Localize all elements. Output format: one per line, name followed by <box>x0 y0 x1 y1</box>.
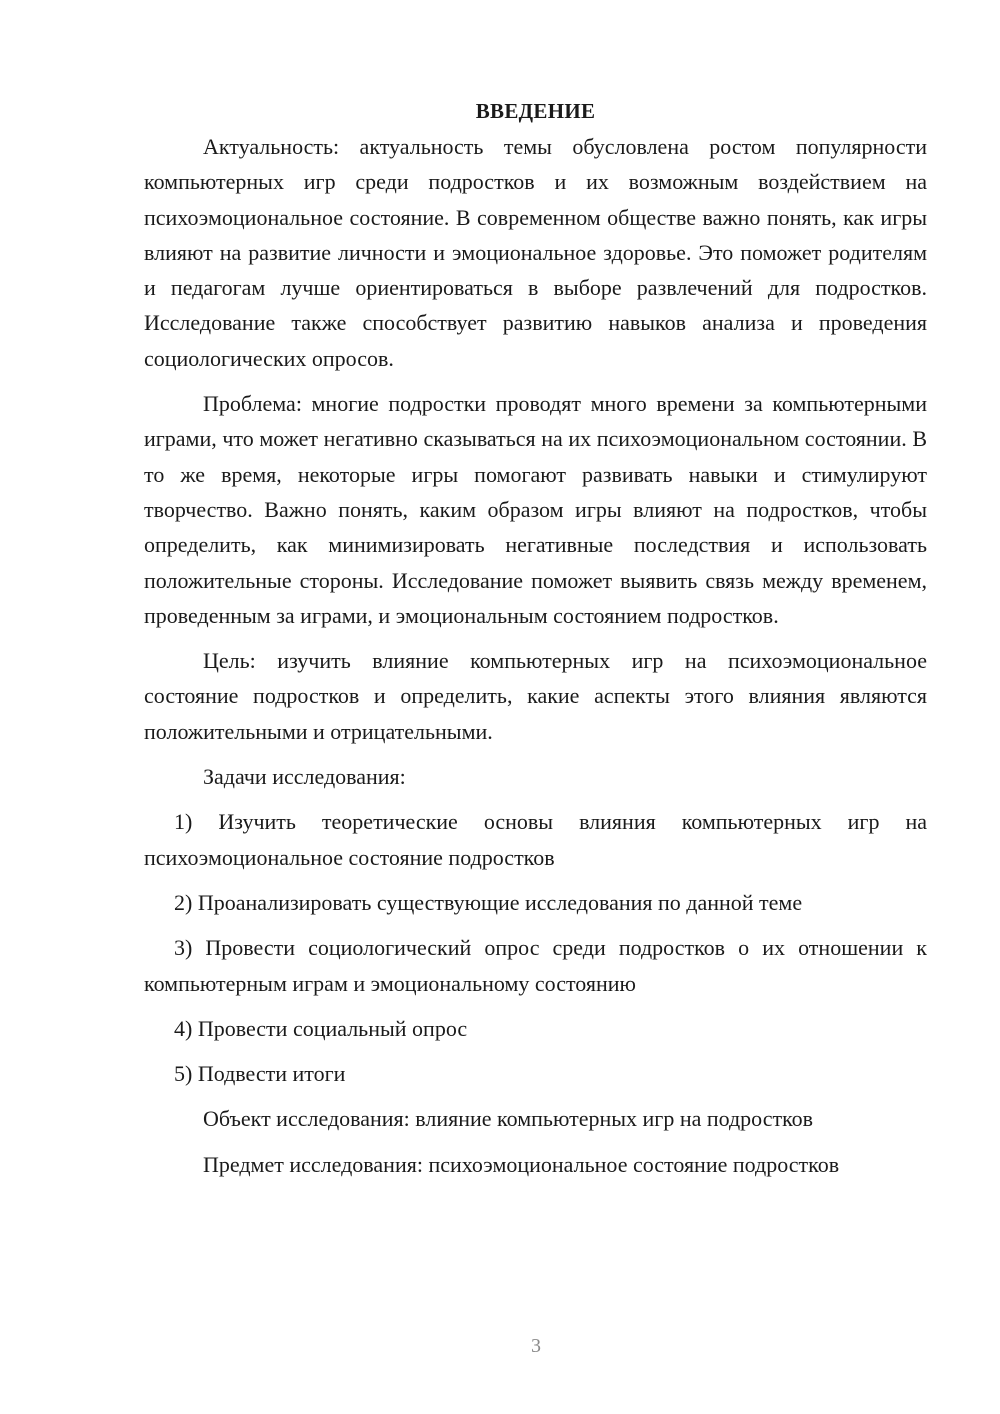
task-item: 2) Проанализировать существующие исследования по данной теме <box>174 889 803 915</box>
goal-paragraph: Цель: изучить влияние компьютерных игр на психоэмоциональное состояние подростков и определить, какие аспекты этого влияния являются положительными и отрицательными. <box>144 648 927 744</box>
problem-paragraph: Проблема: многие подростки проводят много времени за компьютерными играми, что может негативно сказываться на их психоэмоциональном состоянии. В то же время, некоторые игры помогают развивать навыки и стимулируют творчество. Важно понять, каким образом игры влияют на подростков, чтобы определить, как минимизировать негативные последствия и использовать положительные стороны. Исследование поможет выявить связь между временем, проведенным за играми, и эмоциональным состоянием подростков. <box>144 391 927 628</box>
task-item: 3) Провести социологический опрос среди подростков о их отношении к компьютерным играм и эмоциональному состоянию <box>144 935 927 996</box>
relevance-paragraph: Актуальность: актуальность темы обусловлена ростом популярности компьютерных игр среди подростков и их возможным воздействием на психоэмоциональное состояние. В современном обществе важно понять, как игры влияют на развитие личности и эмоциональное здоровье. Это поможет родителям и педагогам лучше ориентироваться в выборе развлечений для подростков. Исследование также способствует развитию навыков анализа и проведения социологических опросов. <box>144 134 927 371</box>
page-content <box>144 94 927 1192</box>
research-object: Объект исследования: влияние компьютерных игр на подростков <box>203 1106 814 1132</box>
page-title: ВВЕДЕНИЕ <box>475 99 596 123</box>
research-subject: Предмет исследования: психоэмоциональное состояние подростков <box>203 1151 840 1177</box>
page-number: 3 <box>531 1335 541 1357</box>
task-item: 4) Провести социальный опрос <box>174 1015 468 1041</box>
task-item: 1) Изучить теоретические основы влияния компьютерных игр на психоэмоциональное состояние подростков <box>144 809 927 870</box>
task-item: 5) Подвести итоги <box>174 1061 346 1087</box>
tasks-heading: Задачи исследования: <box>203 764 406 790</box>
